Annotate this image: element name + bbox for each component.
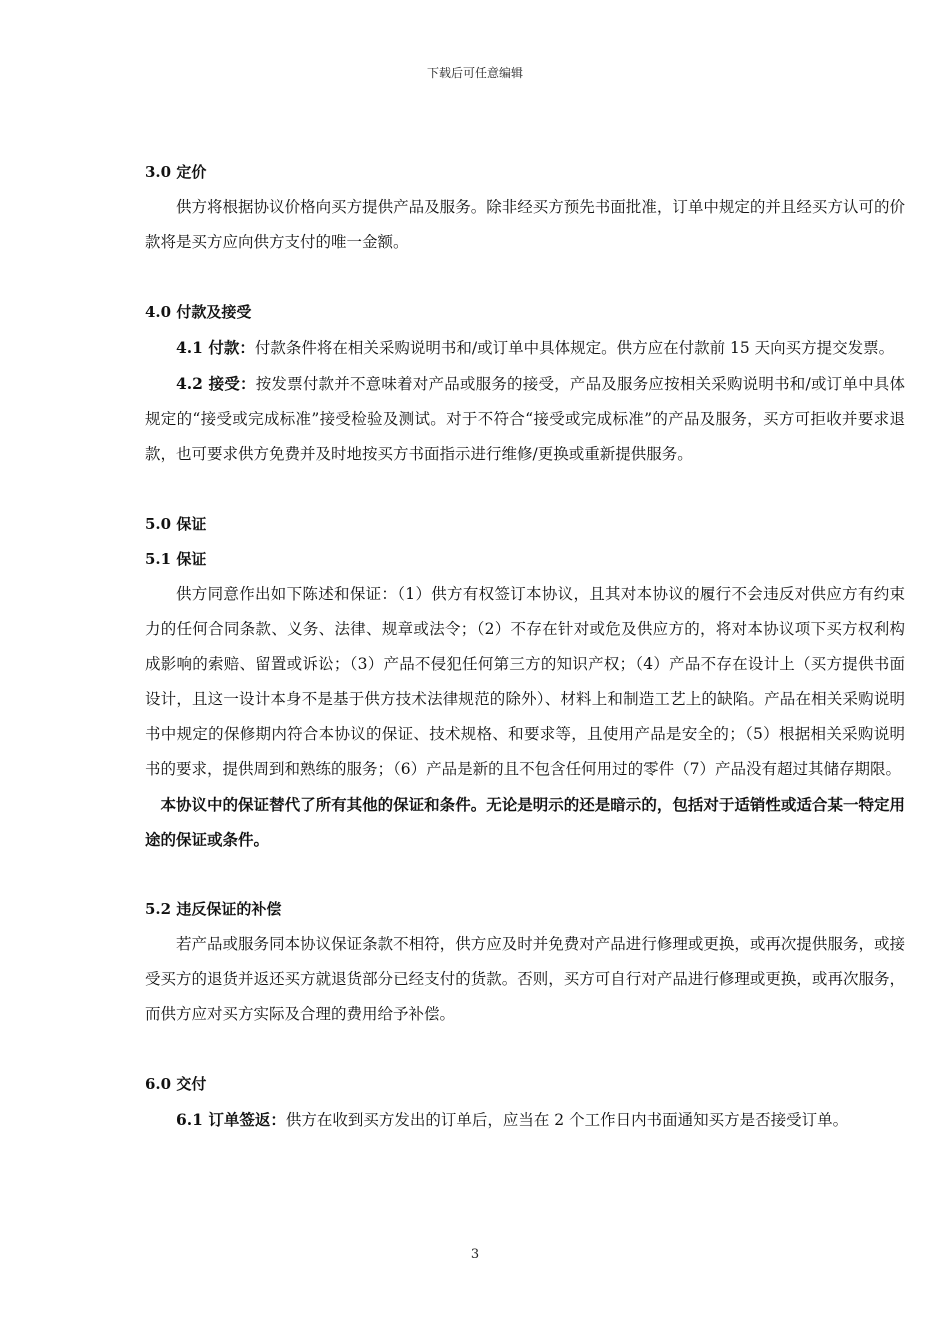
subsection-heading-warranty: 5.1 保证 [145, 550, 207, 568]
warranty-paragraph: 供方同意作出如下陈述和保证：（1）供方有权签订本协议，且其对本协议的履行不会违反对供应方有约束力的任何合同条款、义务、法律、规章或法令；（2）不存在针对或危及供应方的，将对本协议项下买方权利构成影响的索赔、留置或诉讼；（3）产品不侵犯任何第三方的知识产权；（4）产品不存在设计上（买方提供书面设计，且这一设计本身不是基于供方技术法律规范的除外）、材料上和制造工艺上的缺陷。产品在相关采购说明书中规定的保修期内符合本协议的保证、技术规格、和要求等，且使用产品是安全的；（5）根据相关采购说明书的要求，提供周到和熟练的服务；（6）产品是新的且不包含任何用过的零件（7）产品没有超过其储存期限。 [145, 585, 905, 778]
spacer [145, 1032, 905, 1067]
order-confirmation-text: 供方在收到买方发出的订单后，应当在 2 个工作日内书面通知买方是否接受订单。 [285, 1111, 849, 1129]
section-heading-payment: 4.0 付款及接受 [145, 303, 252, 321]
section-heading-pricing: 3.0 定价 [145, 163, 207, 181]
acceptance-text: 按发票付款并不意味着对产品或服务的接受，产品及服务应按相关采购说明书和/或订单中具体规定的“接受或完成标准”接受检验及测试。对于不符合“接受或完成标准”的产品及服务，买方可拒收并要求退款，也可要求供方免费并及时地按买方书面指示进行维修/更换或重新提供服务。 [145, 375, 905, 463]
spacer [145, 260, 905, 295]
order-confirmation-lead: 6.1 订单签返： [176, 1110, 286, 1129]
subsection-heading-remedy: 5.2 违反保证的补偿 [145, 900, 282, 918]
page-header: 下载后可任意编辑 [426, 66, 523, 80]
spacer [145, 472, 905, 507]
payment-text: 付款条件将在相关采购说明书和/或订单中具体规定。供方应在付款前 15 天向买方提交发票。 [254, 339, 895, 357]
spacer [145, 857, 905, 892]
payment-paragraph [145, 330, 905, 366]
pricing-paragraph: 供方将根据协议价格向买方提供产品及服务。除非经买方预先书面批准，订单中规定的并且经买方认可的价款将是买方应向供方支付的唯一金额。 [145, 198, 905, 251]
warranty-disclaimer: 本协议中的保证替代了所有其他的保证和条件。无论是明示的还是暗示的，包括对于适销性或适合某一特定用途的保证或条件。 [145, 795, 905, 849]
order-confirmation-paragraph [145, 1102, 905, 1138]
section-heading-delivery: 6.0 交付 [145, 1075, 207, 1093]
payment-lead: 4.1 付款： [176, 338, 255, 357]
acceptance-lead: 4.2 接受： [176, 374, 256, 393]
remedy-paragraph: 若产品或服务同本协议保证条款不相符，供方应及时并免费对产品进行修理或更换，或再次提供服务，或接受买方的退货并返还买方就退货部分已经支付的货款。否则，买方可自行对产品进行修理或更换，或再次服务，而供方应对买方实际及合理的费用给予补偿。 [145, 935, 905, 1023]
document-body [145, 155, 905, 1138]
section-heading-warranty: 5.0 保证 [145, 515, 207, 533]
acceptance-paragraph [145, 366, 905, 472]
page-number: 3 [470, 1247, 480, 1262]
